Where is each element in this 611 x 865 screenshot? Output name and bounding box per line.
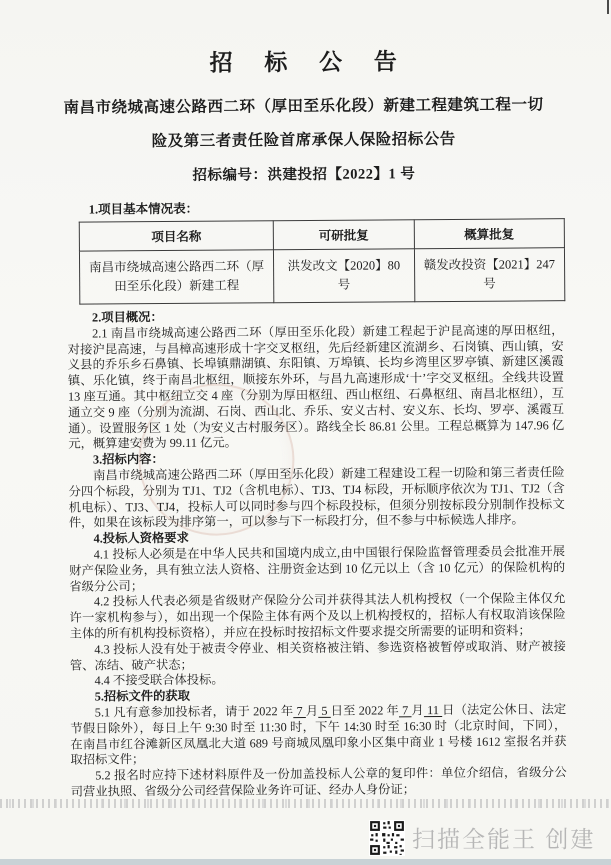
page-title: 招 标 公 告 xyxy=(209,49,410,76)
s5-1-underlined-month: 7 xyxy=(293,703,306,719)
scan-edge-artifact-strip xyxy=(0,799,611,808)
table-header-row xyxy=(79,219,564,251)
section-4-2-paragraph: 4.2 投标人代表必须是省级财产保险分公司并获得其法人机构授权（一个保险主体仅允许一家机构参与），如出现一个保险主体有两个及以上机构授权的，招标人有权取消该保险主体的所有机构投标资格），并应在投标时按招标文件要求提交所需要的证明和资料； xyxy=(69,591,566,641)
section-2-1-paragraph: 2.1 南昌市绕城高速公路西二环（厚田至乐化段）新建工程起于沪昆高速的厚田枢纽，对接沪昆高速，与昌樟高速形成十字交叉枢纽，先后经新建区流湖乡、石岗镇、西山镇，安义县的乔乐乡石鼻镇、长埠镇鼎湖镇、东阳镇、万埠镇、长均乡湾里区罗亭镇、新建区溪霞镇、乐化镇，终于南昌北枢纽，顺接东外环，与昌九高速形成‘十’字交叉枢纽。全线共设置 13 座互通。其中枢纽立交 4 座（分别为厚田枢纽、西山枢纽、石鼻枢纽、南昌北枢纽），互通立交 9 座（分别为流湖、石岗、西山北、乔乐、安义古村、安义东、长均、罗亭、溪霞互通）。设置服务区 1 处（为安义古村服务区）。路线全长 86.81 公里。工程总概算为 147.96 亿元，概算建安费为 99.11 亿元。 xyxy=(67,322,565,452)
s5-1-underlined-day: 5 xyxy=(318,703,331,718)
cell-project-name: 南昌市绕城高速公路西二环（厚田至乐化段）新建工程 xyxy=(79,250,273,304)
s5-1-text: 日（法定公休日、法定节假日除外），每日上午 9:30 时至 11:30 时，下午 14:30 时至 16:30 时（北京时间，下同），在南昌市红谷滩新区凤凰北大道 689 号商城凤凰印象小区集中商业 1 号楼 1612 室报名并获取招标文件； xyxy=(70,702,567,767)
column-header-feasibility-approval: 可研批复 xyxy=(273,220,414,250)
section-3-heading: 3.招标内容： xyxy=(92,452,164,467)
s5-1-text: 月 xyxy=(305,703,319,718)
faint-round-stamp xyxy=(138,383,295,536)
s5-1-text: 月 xyxy=(411,703,424,718)
s5-1-text: 5.1 凡有意参加投标者，请于 2022 年 xyxy=(94,704,294,720)
camscanner-watermark-text: 扫描全能王 创建 xyxy=(412,826,596,852)
section-4-1-paragraph: 4.1 投标人必须是在中华人民共和国境内成立,由中国银行保险监督管理委员会批准开展财产保险业务，具有独立法人资格、注册资金达到 10 亿元以上（含 10 亿元）的保险机构的省级分公司； xyxy=(69,544,566,594)
section-5-heading: 5.招标文件的获取 xyxy=(94,688,191,704)
column-header-project-name: 项目名称 xyxy=(79,221,273,251)
s5-1-underlined-day: 11 xyxy=(423,702,443,718)
section-5-2-paragraph: 5.2 报名时应持下述材料原件及一份加盖投标人公章的复印件：单位介绍信，省级分公司营业执照、省级分公司经营保险业务许可证、经办人身份证； xyxy=(70,765,567,799)
section-5-1-paragraph xyxy=(70,702,566,769)
tender-number: 招标编号：洪建投招【2022】1 号 xyxy=(192,166,416,184)
project-info-table xyxy=(79,218,566,304)
scanner-background-strip xyxy=(0,859,611,865)
section-3-paragraph: 南昌市绕城高速公路西二环（厚田至乐化段）新建工程建设工程一切险和第三者责任险分四个标段，分别为 TJ1、TJ2（含机电标）、TJ3、TJ4 标段，开标顺序依次为 TJ1、TJ2（含机电标）、TJ3、TJ4，投标人可以同时参与四个标段投标，但须分别按标段分别制作投标文件，如果在该标段为排序第一，可以参与下一标段打分，但不参与中标候选人排序。 xyxy=(68,465,565,531)
document-subtitle-line2: 险及第三者责任险首席承保人保险招标公告 xyxy=(151,130,456,151)
document-body xyxy=(67,307,566,800)
cell-estimate-approval: 赣发改投资【2021】247 号 xyxy=(414,248,565,302)
column-header-estimate-approval: 概算批复 xyxy=(414,219,565,249)
s5-1-underlined-month: 7 xyxy=(398,703,412,718)
table-caption: 1.项目基本情况表： xyxy=(88,201,199,217)
document-subtitle-line1: 南昌市绕城高速公路西二环（厚田至乐化段）新建工程建筑工程一切 xyxy=(63,96,544,117)
section-4-4-paragraph: 4.4 不接受联合体投标。 xyxy=(94,672,224,688)
table-row xyxy=(79,248,564,304)
qr-code-icon xyxy=(369,820,405,856)
section-4-3-paragraph: 4.3 投标人没有处于被责令停业、相关资格被注销、参选资格被暂停或取消、财产被接管、冻结、破产状态； xyxy=(69,638,566,673)
section-4-heading: 4.投标人资格要求 xyxy=(93,530,189,546)
section-2-heading: 2.项目概况： xyxy=(91,309,163,325)
s5-1-text: 日至 2022 年 xyxy=(330,703,400,718)
cell-feasibility-approval: 洪发改文【2020】80 号 xyxy=(273,249,414,303)
